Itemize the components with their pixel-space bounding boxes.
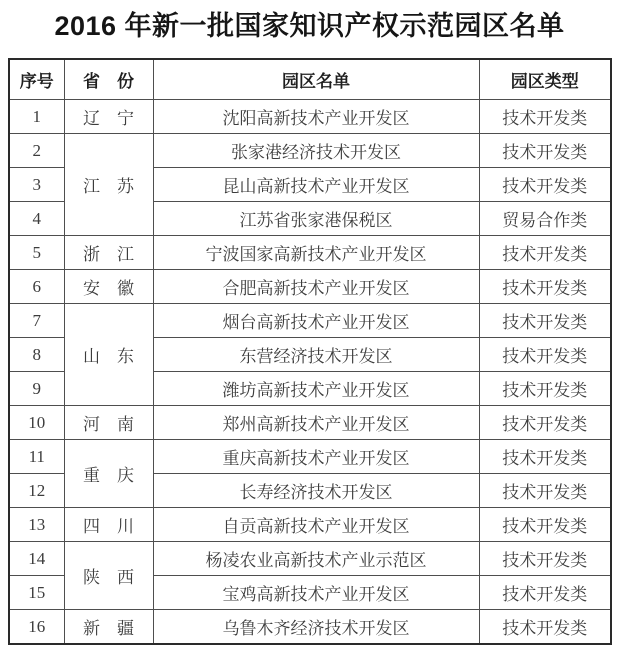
- table-row: [9, 236, 611, 270]
- table-row: [9, 542, 611, 576]
- type-cell: 技术开发类: [479, 270, 611, 304]
- park-cell: 沈阳高新技术产业开发区: [153, 100, 479, 134]
- type-cell: 技术开发类: [479, 100, 611, 134]
- type-cell: 技术开发类: [479, 134, 611, 168]
- header-type: 园区类型: [479, 59, 611, 100]
- page-title: 2016 年新一批国家知识产权示范园区名单: [54, 11, 565, 41]
- type-cell: 技术开发类: [479, 610, 611, 645]
- table-row: [9, 134, 611, 168]
- park-cell: 宁波国家高新技术产业开发区: [153, 236, 479, 270]
- type-cell: 技术开发类: [479, 576, 611, 610]
- province-cell: 四 川: [64, 508, 153, 542]
- park-cell: 长寿经济技术开发区: [153, 474, 479, 508]
- seq-cell: 1: [9, 100, 64, 134]
- seq-cell: 2: [9, 134, 64, 168]
- type-cell: 贸易合作类: [479, 202, 611, 236]
- seq-cell: 9: [9, 372, 64, 406]
- type-cell: 技术开发类: [479, 168, 611, 202]
- seq-cell: 15: [9, 576, 64, 610]
- seq-cell: 5: [9, 236, 64, 270]
- seq-cell: 11: [9, 440, 64, 474]
- seq-cell: 16: [9, 610, 64, 645]
- type-cell: 技术开发类: [479, 474, 611, 508]
- type-cell: 技术开发类: [479, 440, 611, 474]
- park-list-table: [8, 58, 612, 645]
- seq-cell: 12: [9, 474, 64, 508]
- park-cell: 潍坊高新技术产业开发区: [153, 372, 479, 406]
- seq-cell: 14: [9, 542, 64, 576]
- park-cell: 东营经济技术开发区: [153, 338, 479, 372]
- seq-cell: 8: [9, 338, 64, 372]
- type-cell: 技术开发类: [479, 542, 611, 576]
- seq-cell: 3: [9, 168, 64, 202]
- province-cell: 陕 西: [64, 542, 153, 610]
- province-cell: 山 东: [64, 304, 153, 406]
- table-header-row: [9, 59, 611, 100]
- province-cell: 重 庆: [64, 440, 153, 508]
- park-cell: 重庆高新技术产业开发区: [153, 440, 479, 474]
- park-cell: 宝鸡高新技术产业开发区: [153, 576, 479, 610]
- seq-cell: 6: [9, 270, 64, 304]
- type-cell: 技术开发类: [479, 338, 611, 372]
- type-cell: 技术开发类: [479, 508, 611, 542]
- park-cell: 合肥高新技术产业开发区: [153, 270, 479, 304]
- header-seq: 序号: [9, 59, 64, 100]
- park-cell: 郑州高新技术产业开发区: [153, 406, 479, 440]
- table-row: [9, 406, 611, 440]
- park-cell: 烟台高新技术产业开发区: [153, 304, 479, 338]
- park-cell: 张家港经济技术开发区: [153, 134, 479, 168]
- seq-cell: 4: [9, 202, 64, 236]
- table-row: [9, 610, 611, 645]
- park-cell: 自贡高新技术产业开发区: [153, 508, 479, 542]
- province-cell: 浙 江: [64, 236, 153, 270]
- seq-cell: 10: [9, 406, 64, 440]
- province-cell: 辽 宁: [64, 100, 153, 134]
- header-province: 省 份: [64, 59, 153, 100]
- type-cell: 技术开发类: [479, 236, 611, 270]
- park-cell: 乌鲁木齐经济技术开发区: [153, 610, 479, 645]
- seq-cell: 13: [9, 508, 64, 542]
- province-cell: 河 南: [64, 406, 153, 440]
- table-row: [9, 304, 611, 338]
- header-park: 园区名单: [153, 59, 479, 100]
- park-cell: 江苏省张家港保税区: [153, 202, 479, 236]
- park-cell: 杨凌农业高新技术产业示范区: [153, 542, 479, 576]
- table-row: [9, 440, 611, 474]
- province-cell: 新 疆: [64, 610, 153, 645]
- table-row: [9, 508, 611, 542]
- type-cell: 技术开发类: [479, 406, 611, 440]
- type-cell: 技术开发类: [479, 304, 611, 338]
- province-cell: 江 苏: [64, 134, 153, 236]
- park-cell: 昆山高新技术产业开发区: [153, 168, 479, 202]
- seq-cell: 7: [9, 304, 64, 338]
- table-row: [9, 270, 611, 304]
- table-row: [9, 100, 611, 134]
- type-cell: 技术开发类: [479, 372, 611, 406]
- province-cell: 安 徽: [64, 270, 153, 304]
